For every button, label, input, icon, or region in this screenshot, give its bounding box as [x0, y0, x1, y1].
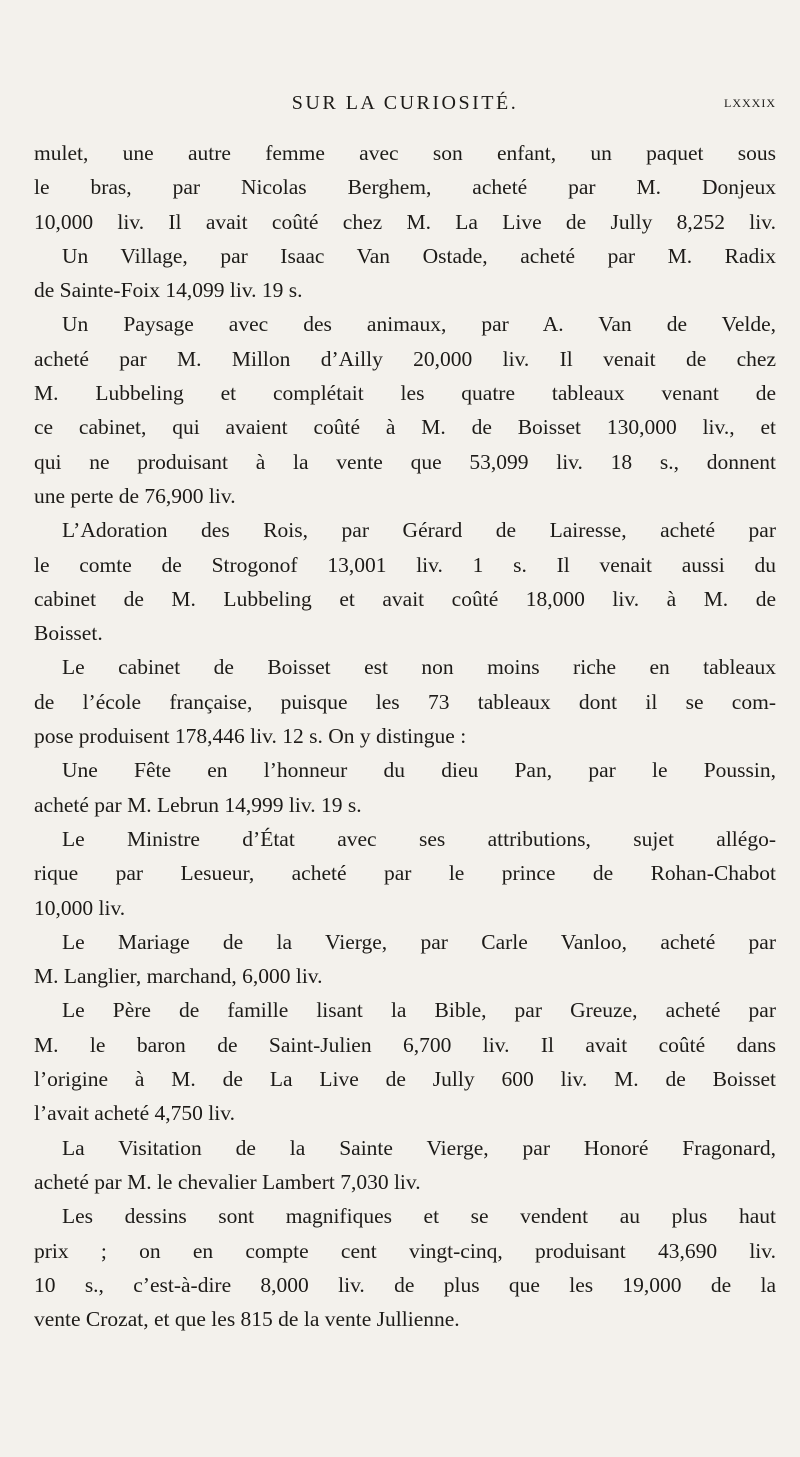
- text-line: 10,000 liv.: [34, 895, 126, 920]
- text-line: Un Paysage avec des animaux, par A. Van de Velde,: [62, 312, 776, 337]
- text-line: vente Crozat, et que les 815 de la vente Jullienne.: [34, 1307, 460, 1332]
- text-line: Le Mariage de la Vierge, par Carle Vanloo, acheté par: [62, 929, 776, 954]
- text-line: M. le baron de Saint-Julien 6,700 liv. Il avait coûté dans: [34, 1032, 776, 1057]
- text-line: Le Père de famille lisant la Bible, par Greuze, acheté par: [62, 998, 776, 1023]
- text-line: de Sainte-Foix 14,099 liv. 19 s.: [34, 278, 303, 303]
- text-line: rique par Lesueur, acheté par le prince de Rohan-Chabot: [34, 861, 776, 886]
- text-line: Boisset.: [34, 621, 103, 646]
- text-line: La Visitation de la Sainte Vierge, par Honoré Fragonard,: [62, 1135, 776, 1160]
- text-line: M. Lubbeling et complétait les quatre tableaux venant de: [34, 381, 776, 406]
- page-number: LXXXIX: [724, 96, 776, 110]
- text-line: pose produisent 178,446 liv. 12 s. On y distingue :: [34, 724, 467, 749]
- book-page: [34, 0, 776, 1457]
- running-head: [34, 92, 776, 122]
- text-line: acheté par M. le chevalier Lambert 7,030 liv.: [34, 1169, 421, 1194]
- text-line: Une Fête en l’honneur du dieu Pan, par le Poussin,: [62, 758, 776, 783]
- text-line: Le Ministre d’État avec ses attributions, sujet allégo-: [62, 826, 776, 851]
- text-line: l’origine à M. de La Live de Jully 600 liv. M. de Boisset: [34, 1067, 776, 1092]
- text-line: Les dessins sont magnifiques et se vendent au plus haut: [62, 1204, 776, 1229]
- text-line: mulet, une autre femme avec son enfant, un paquet sous: [34, 141, 776, 165]
- running-title: SUR LA CURIOSITÉ.: [291, 92, 519, 114]
- text-line: le bras, par Nicolas Berghem, acheté par M. Donjeux: [34, 175, 776, 200]
- text-line: l’avait acheté 4,750 liv.: [34, 1101, 235, 1126]
- text-line: cabinet de M. Lubbeling et avait coûté 18,000 liv. à M. de: [34, 586, 776, 611]
- text-line: une perte de 76,900 liv.: [34, 483, 236, 508]
- text-line: Le cabinet de Boisset est non moins riche en tableaux: [62, 655, 776, 680]
- text-line: le comte de Strogonof 13,001 liv. 1 s. Il venait aussi du: [34, 552, 776, 577]
- text-line: L’Adoration des Rois, par Gérard de Lairesse, acheté par: [62, 518, 776, 543]
- body-text: [34, 136, 776, 1336]
- text-line: acheté par M. Lebrun 14,999 liv. 19 s.: [34, 792, 362, 817]
- text-line: 10,000 liv. Il avait coûté chez M. La Live de Jully 8,252 liv.: [34, 209, 776, 234]
- text-line: prix ; on en compte cent vingt-cinq, produisant 43,690 liv.: [34, 1238, 776, 1263]
- text-line: ce cabinet, qui avaient coûté à M. de Boisset 130,000 liv., et: [34, 415, 776, 440]
- text-line: qui ne produisant à la vente que 53,099 liv. 18 s., donnent: [34, 449, 776, 474]
- text-line: M. Langlier, marchand, 6,000 liv.: [34, 964, 323, 989]
- text-line: 10 s., c’est-à-dire 8,000 liv. de plus que les 19,000 de la: [34, 1272, 776, 1297]
- text-line: acheté par M. Millon d’Ailly 20,000 liv. Il venait de chez: [34, 346, 776, 371]
- text-line: Un Village, par Isaac Van Ostade, acheté par M. Radix: [62, 243, 776, 268]
- text-line: de l’école française, puisque les 73 tableaux dont il se com-: [34, 689, 776, 714]
